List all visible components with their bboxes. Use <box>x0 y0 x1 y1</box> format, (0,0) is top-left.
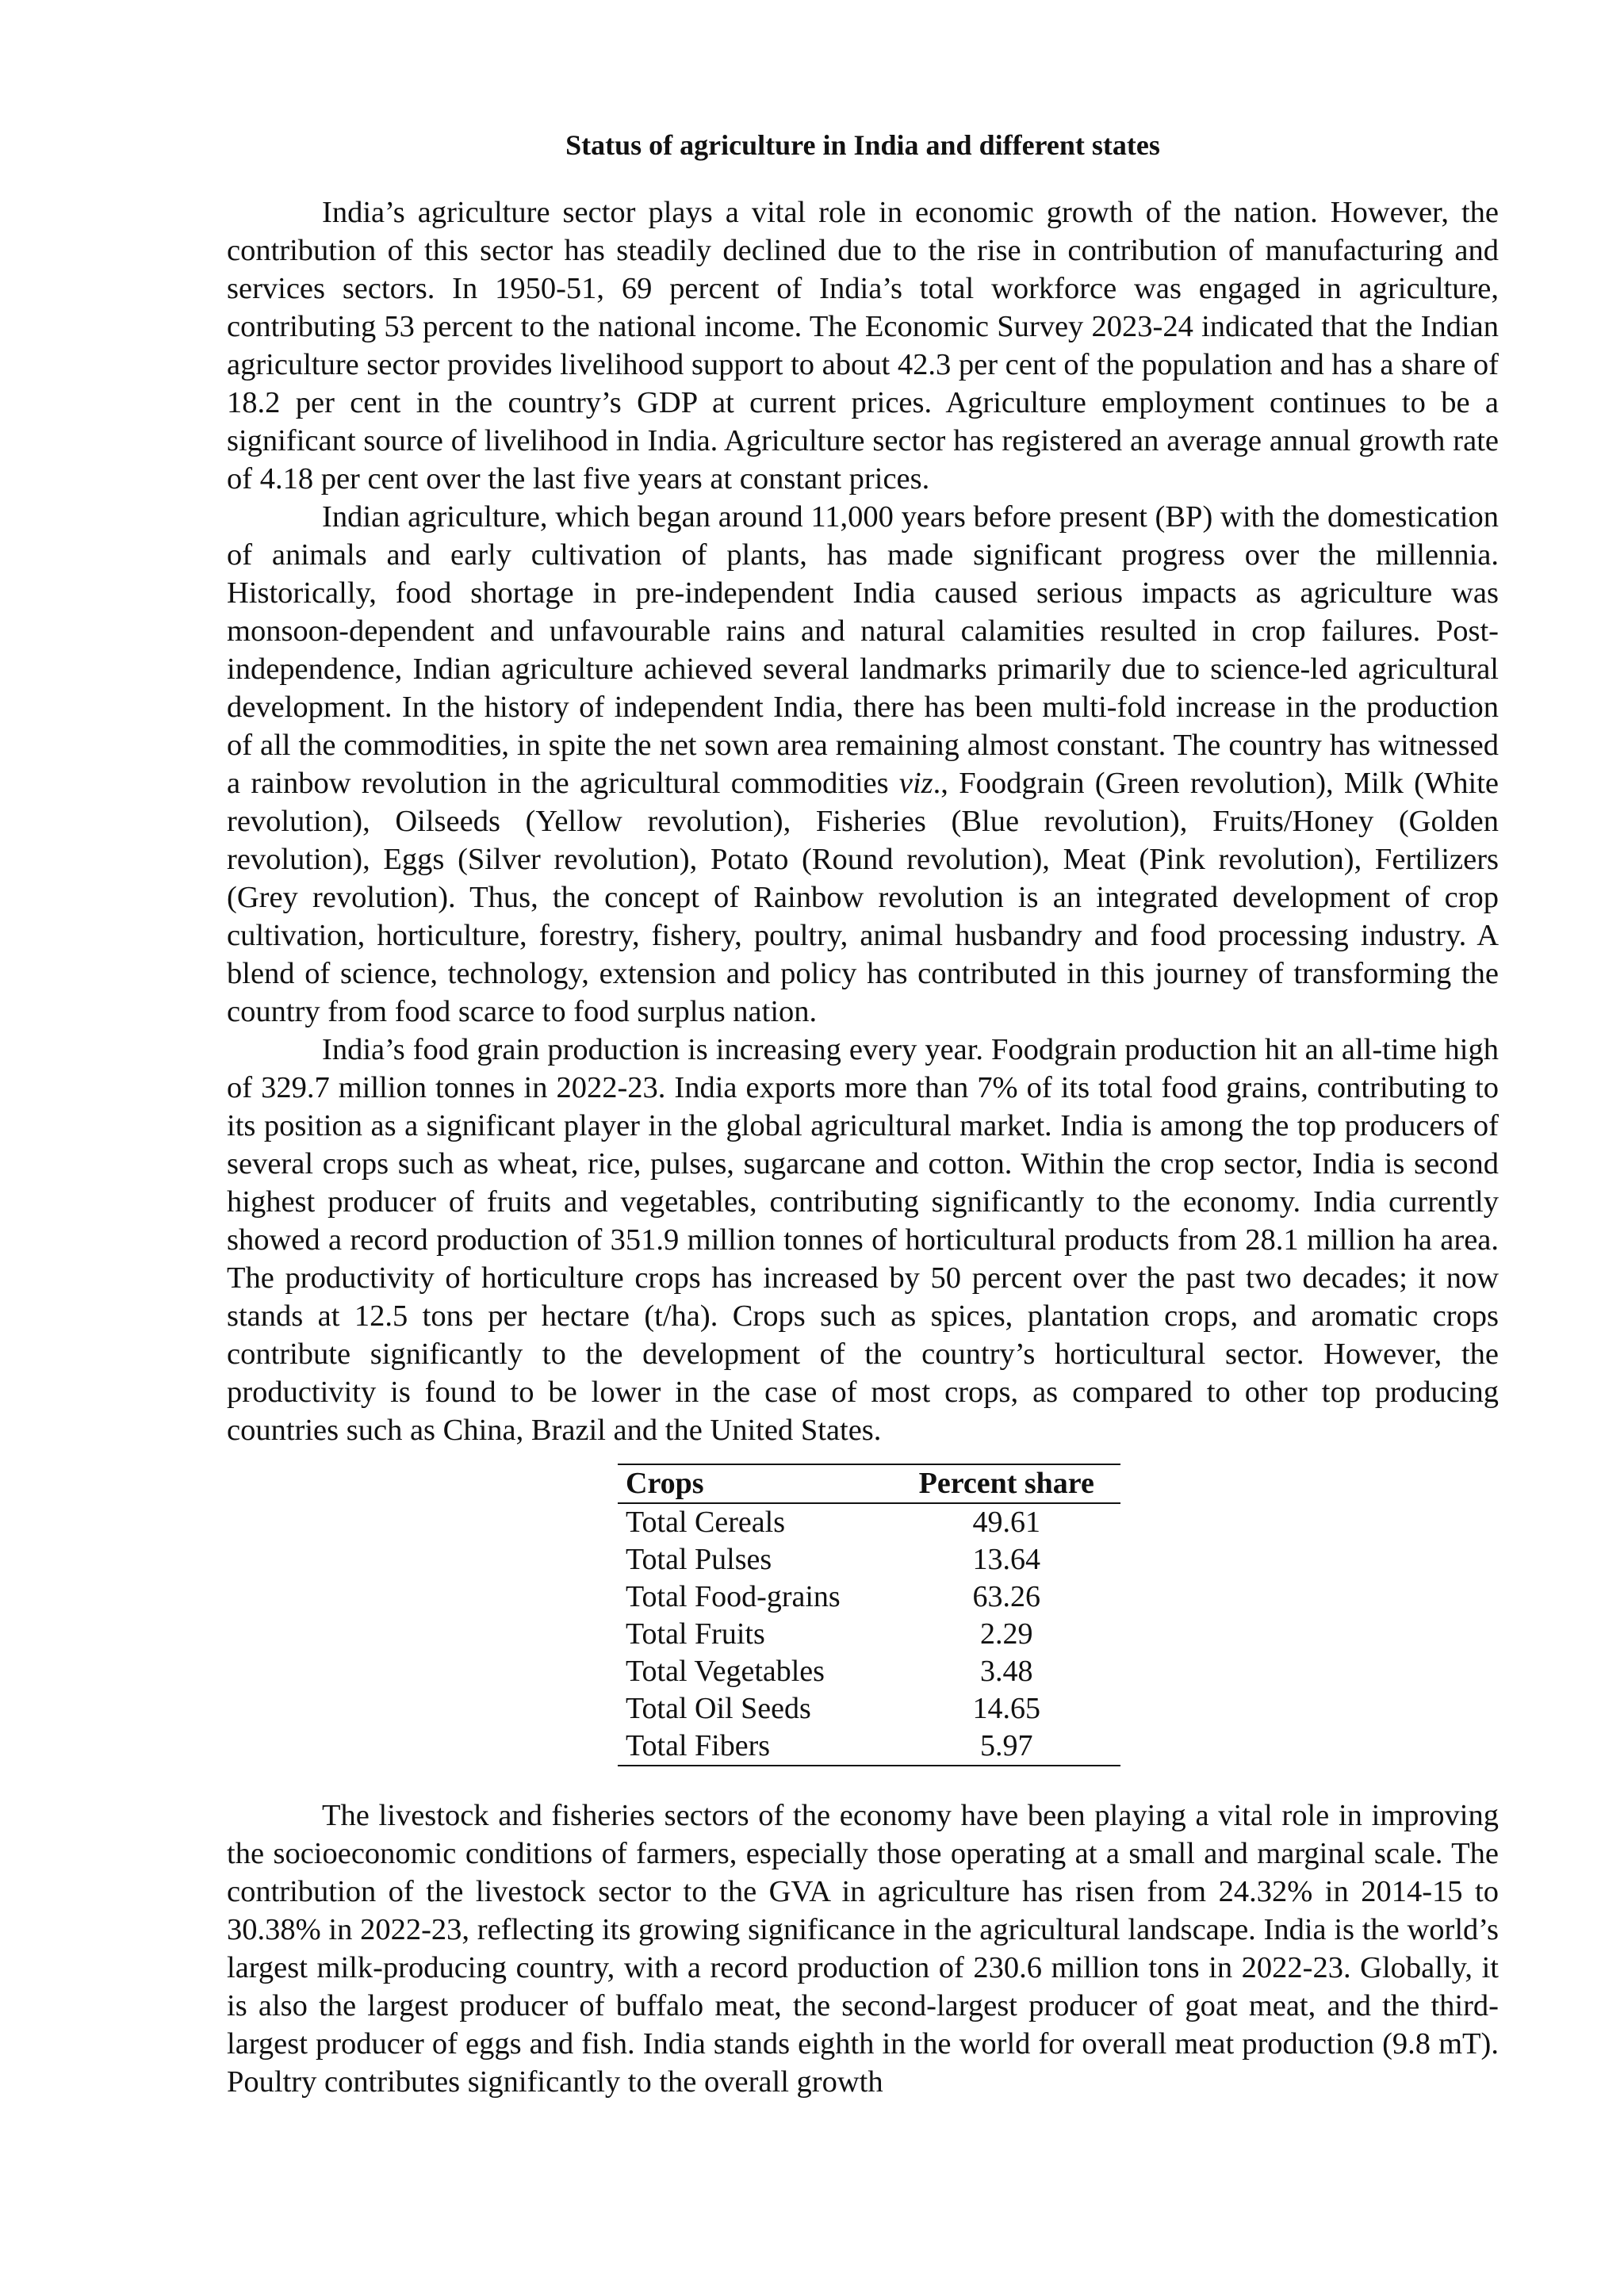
table-cell-percent: 63.26 <box>972 1580 1040 1613</box>
table-row <box>618 1541 1120 1578</box>
paragraph-agriculture-overview: India’s agriculture sector plays a vital role in economic growth of the nation. However, the contribution of this sector has steadily declined due to the rise in contribution of manufacturing and services sectors. In 1950-51, 69 percent of India’s total workforce was engaged in agriculture, contributing 53 percent to the national income. The Economic Survey 2023-24 indicated that the Indian agriculture sector provides livelihood support to about 42.3 per cent of the population and has a share of 18.2 per cent in the country’s GDP at current prices. Agriculture employment continues to be a significant source of livelihood in India. Agriculture sector has registered an average annual growth rate of 4.18 per cent over the last five years at constant prices. <box>227 196 1499 496</box>
paragraph-foodgrain-production: India’s food grain production is increasing every year. Foodgrain production hit an all-time high of 329.7 million tonnes in 2022-23. India exports more than 7% of its total food grains, contributing to its position as a significant player in the global agricultural market. India is among the top producers of several crops such as wheat, rice, pulses, sugarcane and cotton. Within the crop sector, India is second highest producer of fruits and vegetables, contributing significantly to the economy. India currently showed a record production of 351.9 million tonnes of horticultural products from 28.1 million ha area. The productivity of horticulture crops has increased by 50 percent over the past two decades; it now stands at 12.5 tons per hectare (t/ha). Crops such as spices, plantation crops, and aromatic crops contribute significantly to the development of the country’s horticultural sector. However, the productivity is found to be lower in the case of most crops, as compared to other top producing countries such as China, Brazil and the United States. <box>227 1033 1499 1447</box>
table-row <box>618 1653 1120 1690</box>
table-cell-crop: Total Fibers <box>626 1729 771 1762</box>
table-cell-crop: Total Food-grains <box>626 1580 841 1613</box>
table-header-row <box>618 1464 1120 1503</box>
crop-share-table-wrapper <box>227 1464 1499 1766</box>
table-row <box>618 1616 1120 1653</box>
table-cell-crop: Total Pulses <box>626 1543 772 1576</box>
table-cell-crop: Total Cereals <box>626 1506 785 1539</box>
document-page <box>227 127 1499 2101</box>
table-header-crops: Crops <box>618 1464 892 1503</box>
paragraph-history-italic: viz <box>898 767 933 800</box>
table-row <box>618 1690 1120 1728</box>
table-row <box>618 1728 1120 1766</box>
table-cell-crop: Total Fruits <box>626 1617 765 1651</box>
table-cell-percent: 49.61 <box>972 1506 1040 1539</box>
table-cell-percent: 14.65 <box>972 1692 1040 1725</box>
table-cell-percent: 2.29 <box>979 1617 1033 1651</box>
paragraph-agriculture-history <box>227 498 1499 1031</box>
document-title: Status of agriculture in India and different states <box>565 129 1160 161</box>
crop-share-table <box>618 1464 1120 1766</box>
table-cell-crop: Total Vegetables <box>626 1655 825 1688</box>
table-row <box>618 1503 1120 1541</box>
paragraph-livestock-fisheries: The livestock and fisheries sectors of the economy have been playing a vital role in improving the socioeconomic conditions of farmers, especially those operating at a small and marginal scale. The contribution of the livestock sector to the GVA in agriculture has risen from 24.32% in 2014-15 to 30.38% in 2022-23, reflecting its growing significance in the agricultural landscape. India is the world’s largest milk-producing country, with a record production of 230.6 million tons in 2022-23. Globally, it is also the largest producer of buffalo meat, the second-largest producer of goat meat, and the third-largest producer of eggs and fish. India stands eighth in the world for overall meat production (9.8 mT). Poultry contributes significantly to the overall growth <box>227 1799 1499 2099</box>
table-row <box>618 1578 1120 1616</box>
table-cell-crop: Total Oil Seeds <box>626 1692 811 1725</box>
table-cell-percent: 3.48 <box>979 1655 1033 1688</box>
table-cell-percent: 13.64 <box>972 1543 1040 1576</box>
paragraph-history-part-2: ., Foodgrain (Green revolution), Milk (White revolution), Oilseeds (Yellow revolution), Fisheries (Blue revolution), Fruits/Honey (Golden revolution), Eggs (Silver revolution), Potato (Round revolution), Meat (Pink revolution), Fertilizers (Grey revolution). Thus, the concept of Rainbow revolution is an integrated development of crop cultivation, horticulture, forestry, fishery, poultry, animal husbandry and food processing industry. A blend of science, technology, extension and policy has contributed in this journey of transforming the country from food scarce to food surplus nation. <box>227 767 1499 1028</box>
table-header-percent-share: Percent share <box>892 1464 1120 1503</box>
paragraph-history-part-1: Indian agriculture, which began around 11,000 years before present (BP) with the domestication of animals and early cultivation of plants, has made significant progress over the millennia. Historically, food shortage in pre-independent India caused serious impacts as agriculture was monsoon-dependent and unfavourable rains and natural calamities resulted in crop failures. Post-independence, Indian agriculture achieved several landmarks primarily due to science-led agricultural development. In the history of independent India, there has been multi-fold increase in the production of all the commodities, in spite the net sown area remaining almost constant. The country has witnessed a rainbow revolution in the agricultural commodities <box>227 500 1499 800</box>
table-cell-percent: 5.97 <box>979 1729 1033 1762</box>
